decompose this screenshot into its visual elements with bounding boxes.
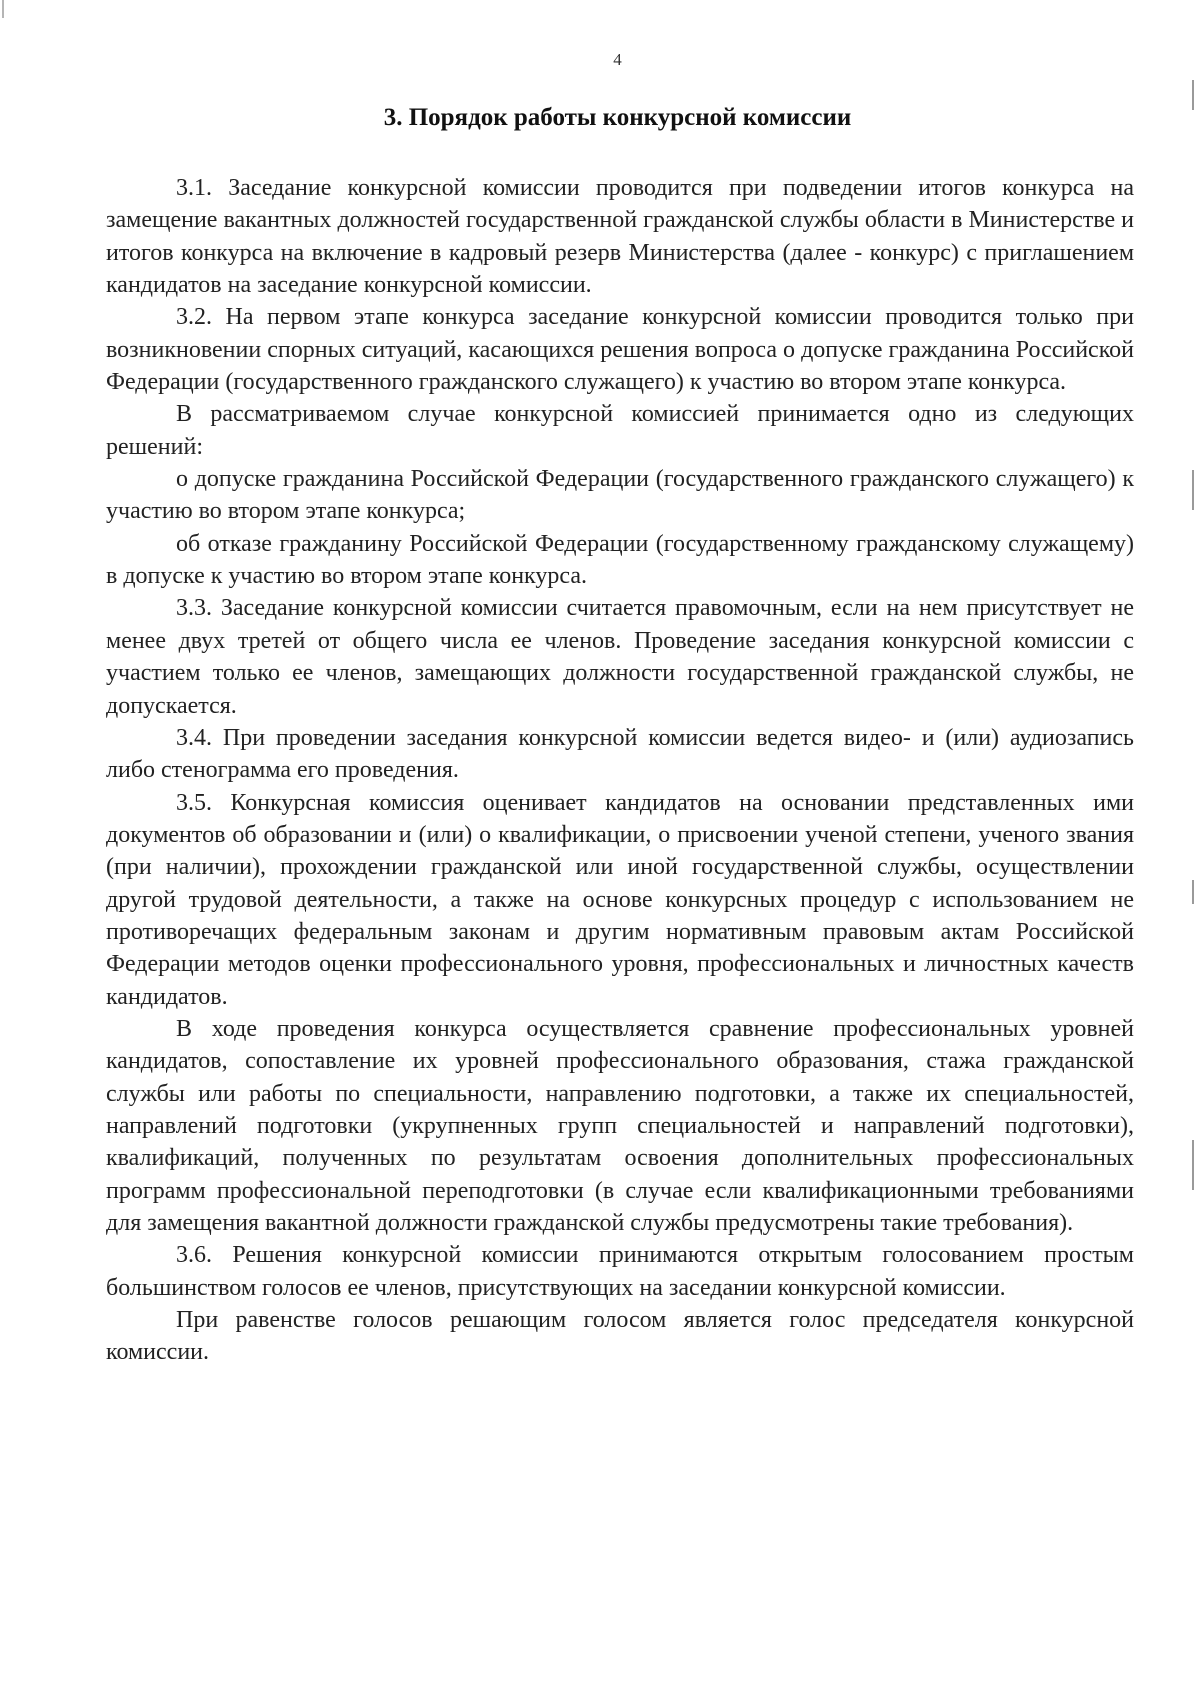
- paragraph-decision-admit: о допуске гражданина Российской Федерации (государственного гражданского служащего) к участию во втором этапе конкурса;: [106, 466, 1134, 525]
- document-body: [106, 172, 1134, 1369]
- scan-artifact-left: [2, 0, 4, 18]
- section-heading: 3. Порядок работы конкурсной комиссии: [383, 104, 852, 131]
- paragraph-decision-intro: В рассматриваемом случае конкурсной комиссией принимается одно из следующих решений:: [106, 401, 1134, 460]
- paragraph-3-5: 3.5. Конкурсная комиссия оценивает кандидатов на основании представленных ими документов об образовании и (или) о квалификации, о присвоении ученой степени, ученого звания (при наличии), прохождении гражданской или иной государственной службы, осуществлении другой трудовой деятельности, а также на основе конкурсных процедур с использованием не противоречащих федеральным законам и другим нормативным правовым актам Российской Федерации методов оценки профессионального уровня, профессиональных и личностных качеств кандидатов.: [106, 789, 1134, 1010]
- scan-artifact-right: [1192, 1140, 1194, 1190]
- paragraph-3-1: 3.1. Заседание конкурсной комиссии проводится при подведении итогов конкурса на замещение вакантных должностей государственной гражданской службы области в Министерстве и итогов конкурса на включение в кадровый резерв Министерства (далее - конкурс) с приглашением кандидатов на заседание конкурсной комиссии.: [106, 175, 1134, 299]
- paragraph-3-6: 3.6. Решения конкурсной комиссии принимаются открытым голосованием простым большинством голосов ее членов, присутствующих на заседании конкурсной комиссии.: [106, 1242, 1134, 1301]
- paragraph-3-2: 3.2. На первом этапе конкурса заседание конкурсной комиссии проводится только при возникновении спорных ситуаций, касающихся решения вопроса о допуске гражданина Российской Федерации (государственного гражданского служащего) к участию во втором этапе конкурса.: [106, 304, 1134, 396]
- scan-artifact-right: [1192, 470, 1194, 510]
- paragraph-tie-vote: При равенстве голосов решающим голосом является голос председателя конкурсной комиссии.: [106, 1307, 1134, 1366]
- page-number: 4: [613, 50, 622, 69]
- paragraph-comparison: В ходе проведения конкурса осуществляется сравнение профессиональных уровней кандидатов, сопоставление их уровней профессионального образования, стажа гражданской службы или работы по специальности, направлению подготовки, а также их специальностей, направлений подготовки (укрупненных групп специальностей и направлений подготовки), квалификаций, полученных по результатам освоения дополнительных профессиональных программ профессиональной переподготовки (в случае если квалификационными требованиями для замещения вакантной должности гражданской службы предусмотрены такие требования).: [106, 1015, 1134, 1236]
- scan-artifact-right: [1192, 880, 1194, 904]
- paragraph-decision-refuse: об отказе гражданину Российской Федерации (государственному гражданскому служащему) в допуске к участию во втором этапе конкурса.: [106, 530, 1134, 590]
- paragraph-3-4: 3.4. При проведении заседания конкурсной комиссии ведется видео- и (или) аудиозапись либо стенограмма его проведения.: [106, 724, 1134, 784]
- paragraph-3-3: 3.3. Заседание конкурсной комиссии считается правомочным, если на нем присутствует не менее двух третей от общего числа ее членов. Проведение заседания конкурсной комиссии с участием только ее членов, замещающих должности государственной гражданской службы, не допускается.: [106, 595, 1134, 719]
